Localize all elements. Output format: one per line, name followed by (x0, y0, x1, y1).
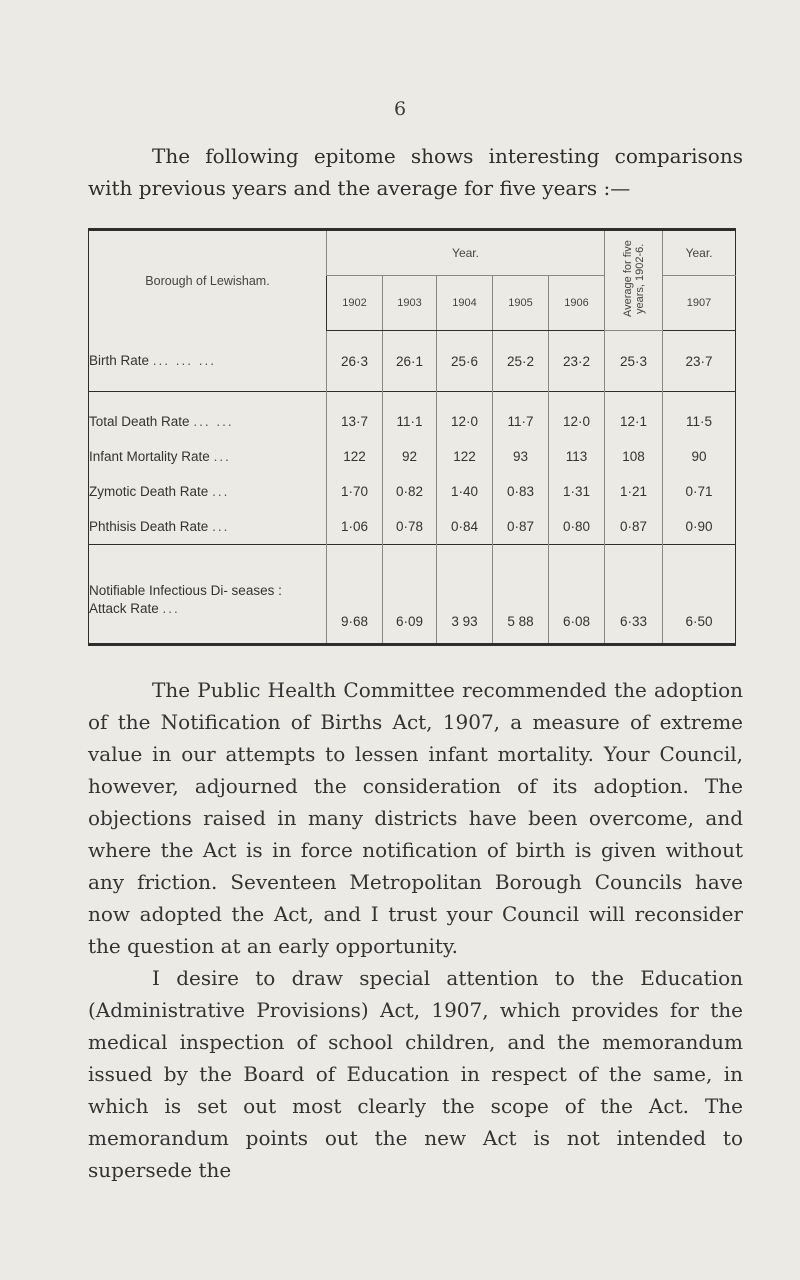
cell-value: 122 (437, 439, 493, 474)
row-label (89, 331, 327, 392)
cell-current: 23·7 (663, 331, 736, 392)
cell-value: 6·09 (383, 557, 437, 645)
cell-value: 11·1 (383, 404, 437, 439)
cell-value: 1·31 (549, 474, 605, 509)
cell-value: 92 (383, 439, 437, 474)
cell-value: 122 (327, 439, 383, 474)
cell-value: 1·70 (327, 474, 383, 509)
table-header (89, 230, 736, 331)
row-dots: ... ... (193, 414, 234, 429)
row-label-text: Infant Mortality Rate (89, 449, 210, 464)
cell-value: 0·87 (493, 509, 549, 545)
header-year-1902: 1902 (327, 276, 383, 331)
row-label-text: Notifiable Infectious Di- seases : Attack Rate (89, 583, 282, 616)
row-label (89, 439, 327, 474)
cell-value: 93 (493, 439, 549, 474)
page-number: 6 (393, 98, 407, 120)
cell-value: 26·3 (327, 331, 383, 392)
row-label (89, 557, 327, 645)
cell-value: 1·06 (327, 509, 383, 545)
row-label-text: Phthisis Death Rate (89, 519, 209, 534)
cell-value: 1·40 (437, 474, 493, 509)
cell-value: 0·82 (383, 474, 437, 509)
cell-average: 0·87 (605, 509, 663, 545)
cell-average: 12·1 (605, 404, 663, 439)
row-label-text: Birth Rate (89, 353, 150, 369)
row-dots: ... (213, 449, 231, 464)
cell-value: 0·84 (437, 509, 493, 545)
row-dots: ... (162, 601, 180, 616)
header-average-label: Average for five years, 1902-6. (621, 240, 646, 318)
comparison-table (88, 228, 736, 646)
cell-value: 0·80 (549, 509, 605, 545)
cell-value: 25·6 (437, 331, 493, 392)
header-year-1904: 1904 (437, 276, 493, 331)
cell-value: 5 88 (493, 557, 549, 645)
cell-average: 108 (605, 439, 663, 474)
cell-value: 13·7 (327, 404, 383, 439)
cell-value: 9·68 (327, 557, 383, 645)
cell-value: 113 (549, 439, 605, 474)
cell-value: 26·1 (383, 331, 437, 392)
cell-value: 25·2 (493, 331, 549, 392)
paragraph-education-act: I desire to draw special attention to the Education (Administrative Provisions) Act, 1907, which provides for the medical inspection of school children, and the memorandum issued by the Board of Education in respect of the same, in which is set out most clearly the scope of the Act. The memorandum points out the new Act is not intended to supersede the (88, 966, 743, 1182)
table-row (89, 439, 736, 474)
cell-current: 0·71 (663, 474, 736, 509)
header-year-group: Year. (327, 230, 605, 276)
cell-value: 23·2 (549, 331, 605, 392)
header-year-1905: 1905 (493, 276, 549, 331)
row-dots: ... (212, 519, 230, 534)
header-year-1906: 1906 (549, 276, 605, 331)
cell-average: 25·3 (605, 331, 663, 392)
intro-paragraph: The following epitome shows interesting comparisons with previous years and the average for five years :— (88, 144, 743, 200)
row-label (89, 509, 327, 545)
table-row (89, 404, 736, 439)
row-dots: ... ... ... (152, 353, 217, 369)
cell-value: 12·0 (437, 404, 493, 439)
table-body (89, 331, 736, 645)
row-label (89, 404, 327, 439)
row-label-text: Total Death Rate (89, 414, 190, 429)
comparison-table-container (88, 228, 735, 646)
row-dots: ... (212, 484, 230, 499)
table-row (89, 509, 736, 545)
header-year-1907: 1907 (663, 276, 736, 331)
cell-value: 0·83 (493, 474, 549, 509)
cell-current: 90 (663, 439, 736, 474)
table-spacer (89, 545, 736, 558)
cell-value: 3 93 (437, 557, 493, 645)
table-row (89, 474, 736, 509)
cell-value: 6·08 (549, 557, 605, 645)
header-year-1903: 1903 (383, 276, 437, 331)
table-row (89, 557, 736, 645)
cell-average: 6·33 (605, 557, 663, 645)
cell-current: 0·90 (663, 509, 736, 545)
header-borough: Borough of Lewisham. (89, 230, 327, 331)
cell-value: 0·78 (383, 509, 437, 545)
header-average (605, 230, 663, 331)
table-row (89, 331, 736, 392)
cell-value: 11·7 (493, 404, 549, 439)
cell-current: 11·5 (663, 404, 736, 439)
table-spacer (89, 392, 736, 405)
header-year-last-group: Year. (663, 230, 736, 276)
cell-current: 6·50 (663, 557, 736, 645)
row-label (89, 474, 327, 509)
cell-average: 1·21 (605, 474, 663, 509)
row-label-text: Zymotic Death Rate (89, 484, 209, 499)
paragraph-notification-births: The Public Health Committee recommended the adoption of the Notification of Births Act, 1907, a measure of extreme value in our attempts to lessen infant mortality. Your Council, however, adjourned the consideration of its adoption. The objections raised in many districts have been overcome, and where the Act is in force notification of birth is given without any friction. Seventeen Metropolitan Borough Councils have now adopted the Act, and I trust your Council will reconsider the question at an early opportunity. (88, 678, 743, 958)
cell-value: 12·0 (549, 404, 605, 439)
